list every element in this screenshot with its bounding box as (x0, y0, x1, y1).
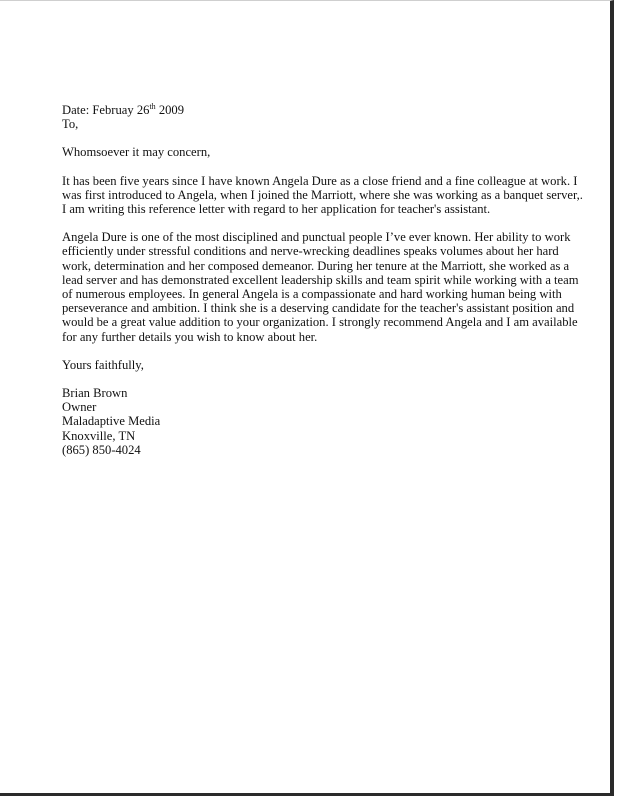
paragraph-2-line: lead server and has demonstrated excellent leadership skills and team spirit while working with a team (62, 272, 579, 287)
paragraph-1-line: was first introduced to Angela, when I joined the Marriott, where she was working as a banquet server,. (62, 187, 583, 202)
paragraph-2-line: for any further details you wish to know about her. (62, 329, 318, 344)
signature-phone: (865) 850-4024 (62, 442, 141, 457)
letter-closing: Yours faithfully, (62, 357, 144, 372)
signature-block (62, 386, 562, 457)
reference-letter (62, 101, 583, 457)
date-suffix: th (149, 101, 156, 111)
paragraph-2-line: of numerous employees. In general Angela is a compassionate and hard working human being with (62, 287, 562, 302)
signature-title: Owner (62, 400, 97, 415)
paragraph-1-line: I am writing this reference letter with regard to her application for teacher's assistant. (62, 202, 491, 217)
letter-paragraph-1 (62, 173, 583, 217)
date-prefix: Date: Februay 26 (62, 103, 150, 117)
signature-company: Maladaptive Media (62, 414, 161, 429)
letter-to: To, (62, 117, 79, 132)
letter-paragraph-2 (62, 230, 579, 344)
date-year: 2009 (155, 103, 185, 117)
paragraph-1-line: It has been five years since I have known Angela Dure as a close friend and a fine colleague at work. I (62, 173, 578, 188)
paragraph-2-line: perseverance and ambition. I think she is a deserving candidate for the teacher's assistant position and (62, 301, 575, 316)
letter-date (62, 103, 562, 117)
paragraph-2-line: would be a great value addition to your organization. I strongly recommend Angela and I am available (62, 315, 578, 330)
signature-location: Knoxville, TN (62, 428, 136, 443)
paragraph-2-line: Angela Dure is one of the most disciplined and punctual people I’ve ever known. Her ability to work (62, 230, 571, 245)
paragraph-2-line: work, determination and her composed demeanor. During her tenure at the Marriott, she worked as a (62, 258, 570, 273)
signature-name: Brian Brown (62, 386, 128, 401)
paragraph-2-line: efficiently under stressful conditions and nerve-wrecking deadlines speaks volumes about her hard (62, 244, 559, 259)
letter-salutation: Whomsoever it may concern, (62, 145, 211, 160)
